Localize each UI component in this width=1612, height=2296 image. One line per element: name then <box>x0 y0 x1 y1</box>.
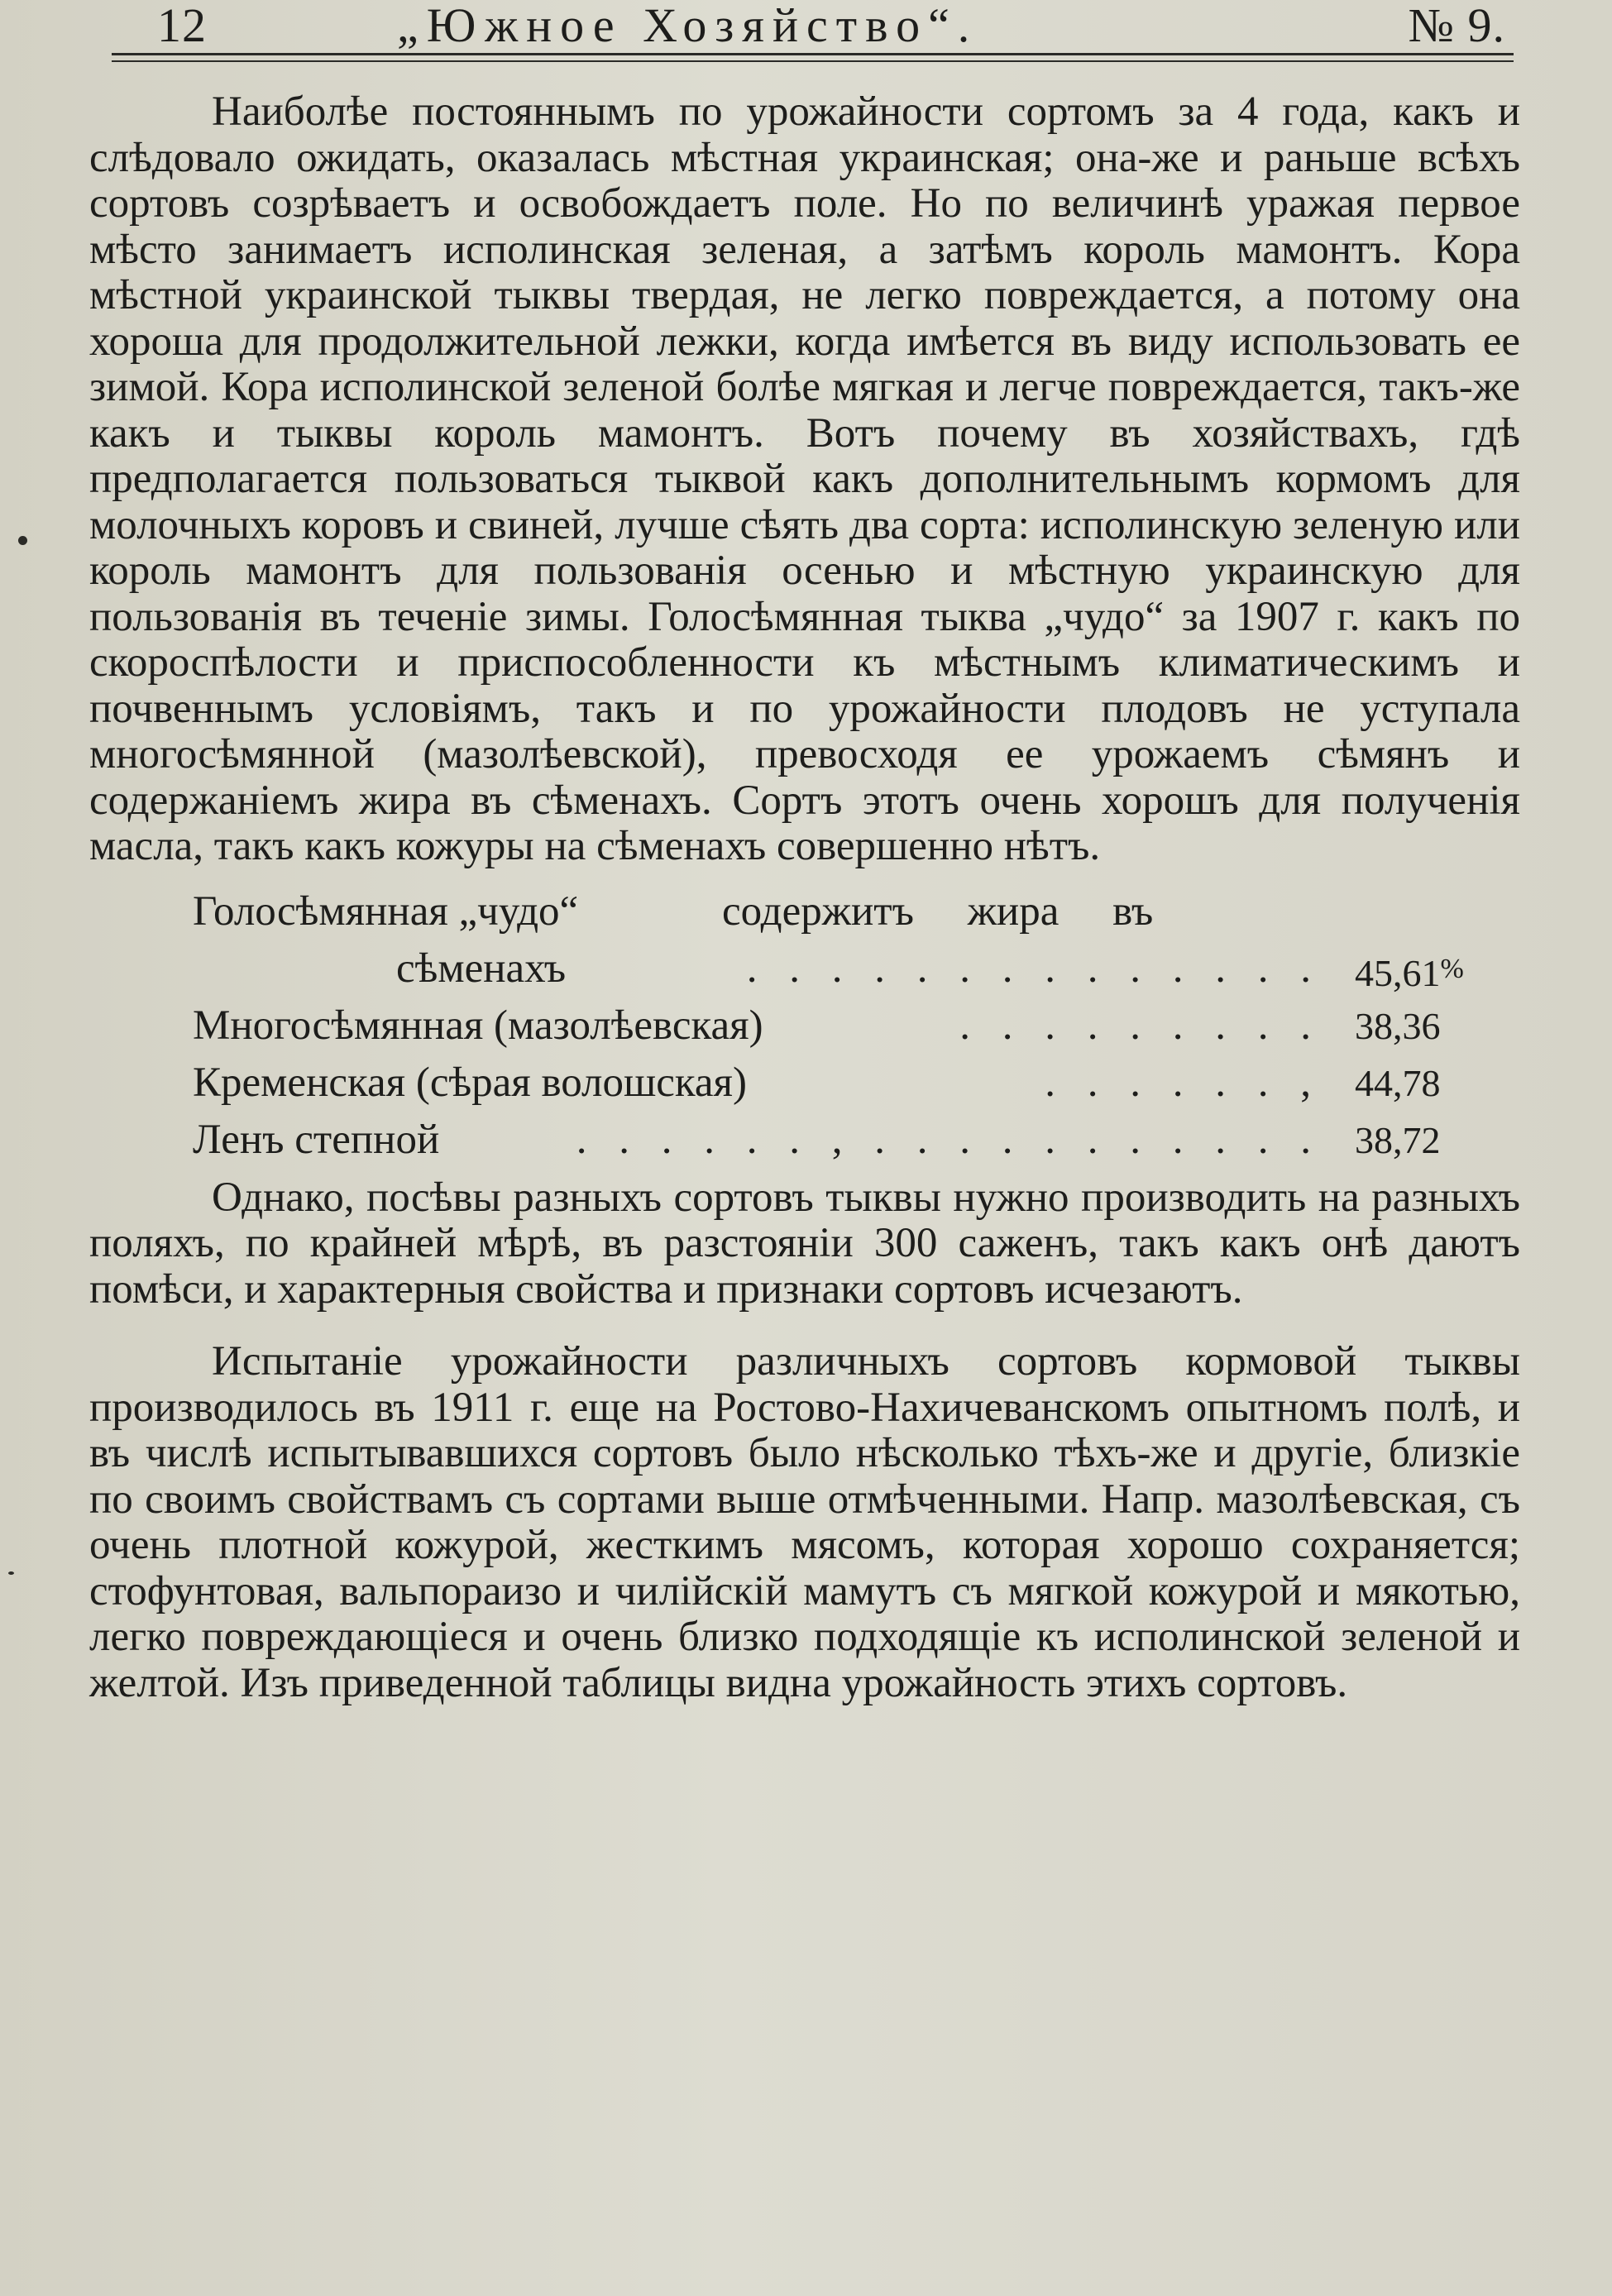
header-rule-bottom <box>112 60 1514 62</box>
table-row <box>193 1055 1520 1112</box>
row-label: сѣменахъ <box>396 945 567 992</box>
journal-title: „Южное Хозяйство“. <box>397 0 978 52</box>
percent-unit: % <box>1440 953 1464 984</box>
table-head-row <box>193 883 1520 940</box>
row-value: 38,36 <box>1355 1004 1441 1047</box>
paragraph-sowing-advice: Однако, посѣвы разныхъ сортовъ тыквы нужно производить на разныхъ поляхъ, по крайней мѣрѣ, въ разстояніи 300 саженъ, такъ какъ онѣ даютъ помѣси, и характерныя свойства и признаки сортовъ исчезаютъ. <box>89 1174 1520 1313</box>
leader-dots: . . . . . . . . . . . . . . <box>746 945 1322 992</box>
page-number: 12 <box>157 0 207 52</box>
value-number: 45,61 <box>1355 951 1441 994</box>
header-rule-top <box>112 53 1514 55</box>
table-row <box>193 1112 1520 1169</box>
leader-dots: . . . . . . , . . . . . . . . . . . <box>576 1116 1322 1163</box>
table-row <box>193 940 1520 997</box>
row-label: Кременская (сѣрая волошская) <box>193 1059 747 1106</box>
row-value: 44,78 <box>1355 1061 1441 1104</box>
oil-content-table <box>193 883 1520 1169</box>
article-body <box>89 89 1520 1706</box>
table-row <box>193 997 1520 1055</box>
row-value: 38,72 <box>1355 1118 1441 1161</box>
scan-speck <box>8 1571 14 1575</box>
paragraph-yield-trial: Испытаніе урожайности различныхъ сортовъ кормовой тыквы производилось въ 1911 г. еще на Ростово-Нахичеванскомъ опытномъ полѣ, и въ числѣ испытывавшихся сортовъ было нѣсколько тѣхъ-же и другіе, близкіе по своимъ свойствамъ съ сортами выше отмѣченными. Напр. мазолѣевская, съ очень плотной кожурой, жесткимъ мясомъ, которая хорошо сохраняется; стофунтовая, вальпораизо и чилійскій мамутъ съ мягкой кожурой и мякотью, легко повреждающіеся и очень близко подходящіе къ исполинской зеленой и желтой. Изъ приведенной таблицы видна урожайность этихъ сортовъ. <box>89 1338 1520 1706</box>
paragraph-pumpkin-varieties: Наиболѣе постояннымъ по урожайности сортомъ за 4 года, какъ и слѣдовало ожидать, оказалась мѣстная украинская; она-же и раньше всѣхъ сортовъ созрѣваетъ и освобождаетъ поле. Но по величинѣ уражая первое мѣсто занимаетъ исполинская зеленая, а затѣмъ король мамонтъ. Кора мѣстной украинской тыквы твердая, не легко повреждается, а потому она хороша для продолжительной лежки, когда имѣется въ виду использовать ее зимой. Кора исполинской зеленой болѣе мягкая и легче повреждается, такъ-же какъ и тыквы король мамонтъ. Вотъ почему въ хозяйствахъ, гдѣ предполагается пользоваться тыквой какъ дополнительнымъ кормомъ для молочныхъ коровъ и свиней, лучше сѣять два сорта: исполинскую зеленую или король мамонтъ для пользованія осенью и мѣстную украинскую для пользованія въ теченіе зимы. Голосѣмянная тыква „чудо“ за 1907 г. какъ по скороспѣлости и приспособленности къ мѣстнымъ климатическимъ и почвеннымъ условіямъ, такъ и по урожайности плодовъ не уступала многосѣмянной (мазолѣевской), превосходя ее урожаемъ сѣмянъ и содержаніемъ жира въ сѣменахъ. Сортъ этотъ очень хорошъ для полученія масла, такъ какъ кожуры на сѣменахъ совершенно нѣтъ. <box>89 88 1520 869</box>
issue-number: № 9. <box>1408 0 1505 52</box>
scan-speck <box>18 536 27 545</box>
row-value <box>1355 940 1520 997</box>
row-label: Многосѣмянная (мазолѣевская) <box>193 1002 763 1049</box>
leader-dots: . . . . . . , <box>1045 1059 1322 1106</box>
row-label: Ленъ степной <box>193 1116 440 1163</box>
leader-dots: . . . . . . . . . <box>959 1002 1322 1049</box>
table-head-suffix: содержитъ жира въ <box>722 887 1154 935</box>
page-header <box>116 0 1514 58</box>
table-head-label: Голосѣмянная „чудо“ <box>193 887 579 935</box>
